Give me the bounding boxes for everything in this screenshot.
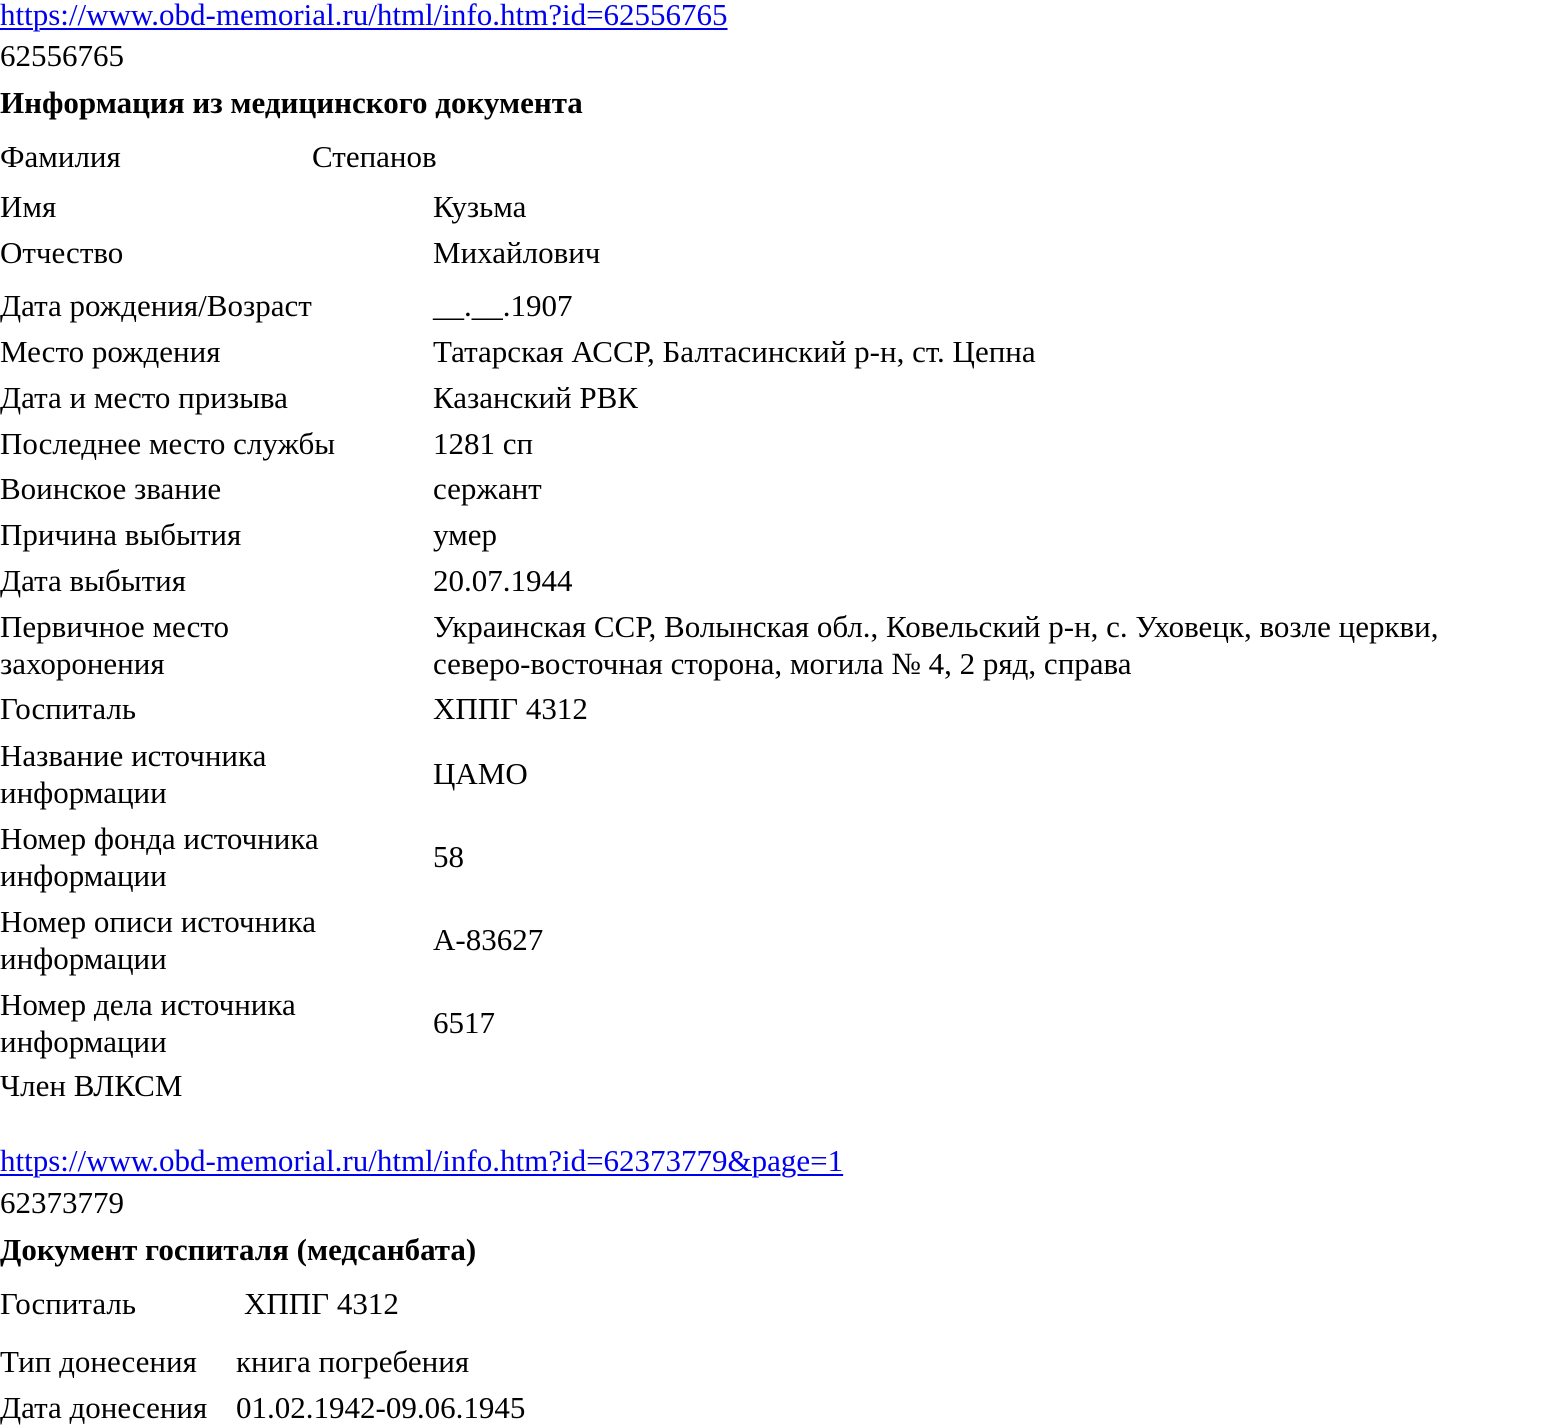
field-label-name: Имя — [0, 189, 57, 224]
field-label-surname: Фамилия — [0, 139, 121, 174]
field-value-burial-line2: северо-восточная сторона, могила № 4, 2 ряд, справа — [433, 646, 1132, 681]
field-value-conscription: Казанский РВК — [433, 380, 638, 415]
field-label-patronymic: Отчество — [0, 235, 124, 270]
field-value-date-out: 20.07.1944 — [433, 563, 573, 598]
field-value-name: Кузьма — [433, 189, 527, 224]
field-value-inventory: А-83627 — [433, 922, 544, 957]
field-label-source-name-line2: информации — [0, 775, 167, 810]
field-label-conscription: Дата и место призыва — [0, 380, 288, 415]
field-label-fund-line2: информации — [0, 858, 167, 893]
record2-url-link[interactable]: https://www.obd-memorial.ru/html/info.htm?id=62373779&page=1 — [0, 1143, 844, 1178]
field-value-fund: 58 — [433, 839, 464, 874]
field-value-hospital: ХППГ 4312 — [433, 691, 588, 726]
field-value-reason: умер — [433, 517, 497, 552]
field-value-rank: сержант — [433, 471, 542, 506]
field-label-komsomol: Член ВЛКСМ — [0, 1068, 183, 1103]
field-value-case: 6517 — [433, 1005, 495, 1040]
field-value-last-service: 1281 сп — [433, 426, 534, 461]
field-label-birthplace: Место рождения — [0, 334, 221, 369]
field-label-reason: Причина выбытия — [0, 517, 242, 552]
field-label-rank: Воинское звание — [0, 471, 222, 506]
field-label-burial-line2: захоронения — [0, 646, 165, 681]
field-label-case-line1: Номер дела источника — [0, 987, 296, 1022]
record2-value-report-date: 01.02.1942-09.06.1945 — [236, 1390, 526, 1425]
record-url-link[interactable]: https://www.obd-memorial.ru/html/info.htm?id=62556765 — [0, 0, 728, 32]
field-label-burial-line1: Первичное место — [0, 609, 229, 644]
record-id: 62556765 — [0, 38, 124, 73]
record2-value-report-type: книга погребения — [236, 1344, 470, 1379]
field-value-patronymic: Михайлович — [433, 235, 601, 270]
field-label-birthdate: Дата рождения/Возраст — [0, 288, 312, 323]
field-label-inventory-line2: информации — [0, 941, 167, 976]
field-value-burial-line1: Украинская ССР, Волынская обл., Ковельский р-н, с. Уховецк, возле церкви, — [433, 609, 1439, 644]
record2-id: 62373779 — [0, 1185, 124, 1220]
record2-value-hospital: ХППГ 4312 — [244, 1286, 399, 1321]
record2-heading: Документ госпиталя (медсанбата) — [0, 1232, 477, 1267]
field-label-last-service: Последнее место службы — [0, 426, 336, 461]
field-value-birthplace: Татарская АССР, Балтасинский р-н, ст. Цепна — [433, 334, 1036, 369]
record-heading: Информация из медицинского документа — [0, 85, 583, 120]
field-label-case-line2: информации — [0, 1024, 167, 1059]
record2-label-report-date: Дата донесения — [0, 1390, 208, 1425]
record2-label-report-type: Тип донесения — [0, 1344, 197, 1379]
field-value-birthdate: __.__.1907 — [433, 288, 573, 323]
field-label-fund-line1: Номер фонда источника — [0, 821, 319, 856]
record2-label-hospital: Госпиталь — [0, 1286, 136, 1321]
field-value-surname: Степанов — [312, 139, 437, 174]
field-label-hospital: Госпиталь — [0, 691, 136, 726]
field-label-inventory-line1: Номер описи источника — [0, 904, 317, 939]
field-label-date-out: Дата выбытия — [0, 563, 186, 598]
field-value-source-name: ЦАМО — [433, 756, 528, 791]
field-label-source-name-line1: Название источника — [0, 738, 267, 773]
